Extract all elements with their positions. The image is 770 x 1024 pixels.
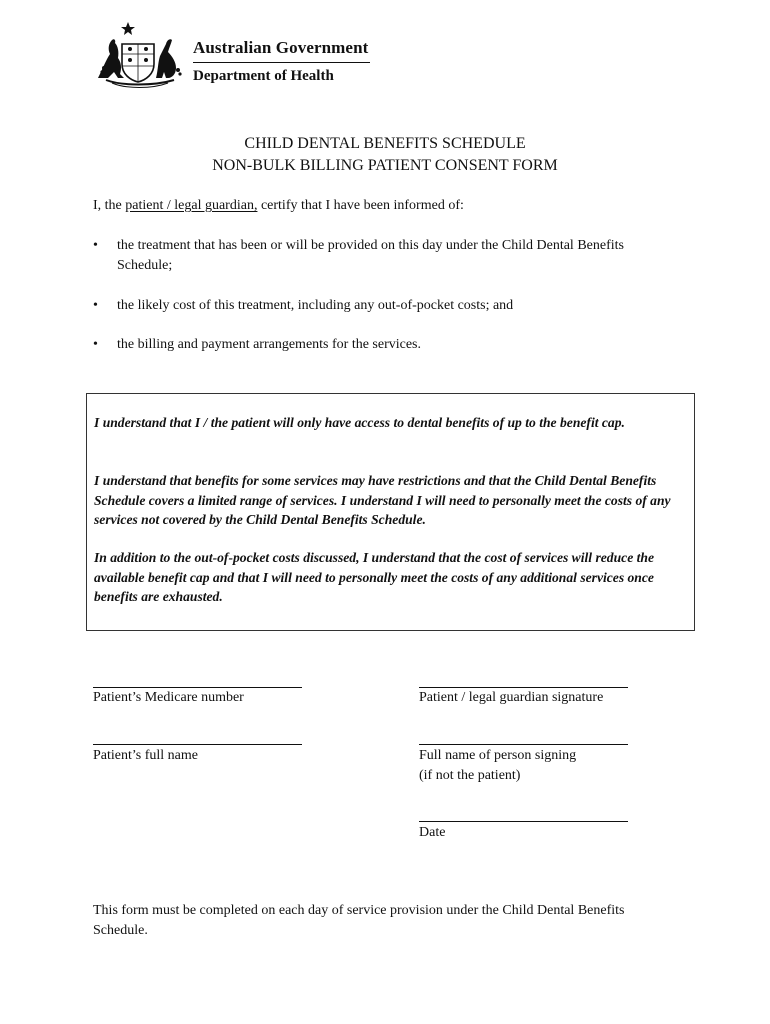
form-title-line-2: NON-BULK BILLING PATIENT CONSENT FORM — [212, 157, 558, 174]
government-name: Australian Government — [193, 38, 369, 57]
acknowledgement-text: I understand that I / the patient will only have access to dental benefits of up to the benefit cap. — [94, 415, 625, 430]
header-divider — [193, 62, 370, 63]
acknowledgement-text: In addition to the out-of-pocket costs discussed, I understand that the cost of services will reduce the available benefit cap and that I will need to personally meet the costs of any additional services once benefits are exhausted. — [94, 550, 654, 605]
medicare-number-label: Patient’s Medicare number — [93, 690, 244, 705]
intro-prefix: I, the — [93, 198, 126, 213]
footer-note: This form must be completed on each day of service provision under the Child Dental Benefits Schedule. — [93, 903, 625, 938]
list-item-text: the treatment that has been or will be provided on this day under the Child Dental Benefits Schedule; — [117, 238, 624, 273]
acknowledgement-text: I understand that benefits for some services may have restrictions and that the Child Dental Benefits Schedule covers a limited range of services. I understand I will need to personally meet the costs of any services not covered by the Child Dental Benefits Schedule. — [94, 473, 671, 528]
signer-name-label: Full name of person signing — [419, 748, 577, 763]
form-title-line-1: CHILD DENTAL BENEFITS SCHEDULE — [244, 135, 526, 152]
intro-statement — [93, 198, 464, 214]
bullet-icon: • — [93, 298, 98, 313]
department-name: Department of Health — [193, 68, 334, 84]
signer-name-field[interactable] — [419, 744, 628, 745]
full-name-field[interactable] — [93, 744, 302, 745]
intro-role: patient / legal guardian, — [125, 198, 258, 213]
coat-of-arms-logo — [92, 20, 188, 90]
full-name-label: Patient’s full name — [93, 748, 198, 763]
intro-suffix: certify that I have been informed of: — [257, 198, 464, 213]
list-item-text: the likely cost of this treatment, including any out-of-pocket costs; and — [117, 298, 514, 313]
bullet-icon: • — [93, 238, 98, 253]
signature-label: Patient / legal guardian signature — [419, 690, 604, 705]
list-item-text: the billing and payment arrangements for the services. — [117, 337, 422, 352]
signer-name-note: (if not the patient) — [419, 768, 521, 783]
acknowledgement-box — [86, 393, 695, 631]
date-field[interactable] — [419, 821, 628, 822]
date-label: Date — [419, 825, 446, 840]
bullet-icon: • — [93, 337, 98, 352]
